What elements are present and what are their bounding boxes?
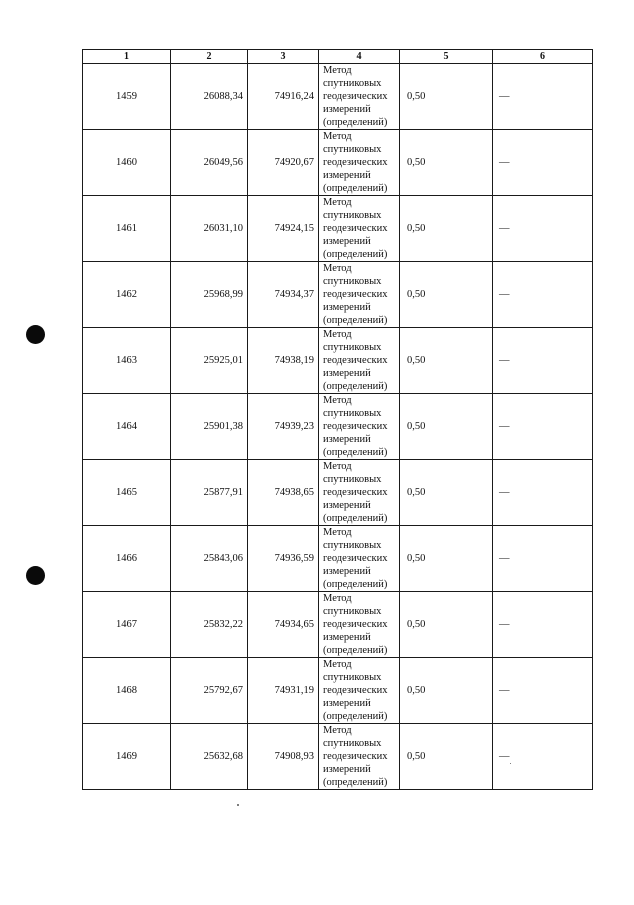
coord-y: 74931,19 bbox=[248, 658, 319, 724]
coord-x: 25968,99 bbox=[171, 262, 248, 328]
method-line: измерений bbox=[323, 434, 371, 445]
point-number: 1459 bbox=[83, 64, 171, 130]
punch-hole-bottom bbox=[26, 566, 45, 585]
coord-y: 74908,93 bbox=[248, 724, 319, 790]
method-line: (определений) bbox=[323, 183, 388, 194]
point-number: 1464 bbox=[83, 394, 171, 460]
point-number: 1468 bbox=[83, 658, 171, 724]
method-cell bbox=[319, 526, 400, 592]
note-dash: — bbox=[493, 460, 593, 526]
method-line: Метод bbox=[323, 65, 352, 76]
method-line: геодезических bbox=[323, 553, 388, 564]
method-line: измерений bbox=[323, 698, 371, 709]
note-dash: — bbox=[493, 724, 593, 790]
method-line: геодезических bbox=[323, 355, 388, 366]
coord-x: 25901,38 bbox=[171, 394, 248, 460]
method-cell bbox=[319, 262, 400, 328]
table-row bbox=[83, 460, 593, 526]
method-line: Метод bbox=[323, 593, 352, 604]
point-number: 1469 bbox=[83, 724, 171, 790]
method-cell bbox=[319, 592, 400, 658]
note-dash: — bbox=[493, 526, 593, 592]
col-header-3: 3 bbox=[248, 50, 319, 64]
table-row bbox=[83, 130, 593, 196]
scan-speck bbox=[237, 804, 239, 806]
coord-x: 25832,22 bbox=[171, 592, 248, 658]
method-line: геодезических bbox=[323, 487, 388, 498]
note-dash: — bbox=[493, 394, 593, 460]
accuracy-value: 0,50 bbox=[400, 64, 493, 130]
method-cell bbox=[319, 196, 400, 262]
method-line: (определений) bbox=[323, 315, 388, 326]
method-line: геодезических bbox=[323, 619, 388, 630]
table-row bbox=[83, 328, 593, 394]
coord-x: 26088,34 bbox=[171, 64, 248, 130]
method-line: измерений bbox=[323, 170, 371, 181]
table-row bbox=[83, 526, 593, 592]
method-cell bbox=[319, 130, 400, 196]
method-line: (определений) bbox=[323, 447, 388, 458]
method-line: Метод bbox=[323, 395, 352, 406]
method-line: Метод bbox=[323, 461, 352, 472]
note-dash: — bbox=[493, 130, 593, 196]
coordinates-table bbox=[82, 49, 593, 790]
point-number: 1461 bbox=[83, 196, 171, 262]
col-header-4: 4 bbox=[319, 50, 400, 64]
coord-x: 25925,01 bbox=[171, 328, 248, 394]
point-number: 1462 bbox=[83, 262, 171, 328]
method-line: (определений) bbox=[323, 645, 388, 656]
method-line: (определений) bbox=[323, 579, 388, 590]
method-line: (определений) bbox=[323, 381, 388, 392]
method-line: измерений bbox=[323, 764, 371, 775]
note-dash: — bbox=[493, 328, 593, 394]
method-line: Метод bbox=[323, 725, 352, 736]
table-row bbox=[83, 262, 593, 328]
coord-x: 26031,10 bbox=[171, 196, 248, 262]
point-number: 1466 bbox=[83, 526, 171, 592]
coord-x: 25632,68 bbox=[171, 724, 248, 790]
method-line: измерений bbox=[323, 632, 371, 643]
table-row bbox=[83, 196, 593, 262]
method-line: спутниковых bbox=[323, 738, 382, 749]
method-line: (определений) bbox=[323, 117, 388, 128]
method-line: (определений) bbox=[323, 249, 388, 260]
method-line: Метод bbox=[323, 527, 352, 538]
method-cell bbox=[319, 394, 400, 460]
table-row bbox=[83, 724, 593, 790]
note-dash: — bbox=[493, 196, 593, 262]
accuracy-value: 0,50 bbox=[400, 394, 493, 460]
method-line: геодезических bbox=[323, 751, 388, 762]
method-line: Метод bbox=[323, 329, 352, 340]
col-header-1: 1 bbox=[83, 50, 171, 64]
note-dash: — bbox=[493, 64, 593, 130]
coord-x: 25843,06 bbox=[171, 526, 248, 592]
table-row bbox=[83, 394, 593, 460]
table-body bbox=[83, 64, 593, 790]
method-line: геодезических bbox=[323, 421, 388, 432]
method-line: измерений bbox=[323, 566, 371, 577]
accuracy-value: 0,50 bbox=[400, 130, 493, 196]
method-line: Метод bbox=[323, 263, 352, 274]
method-line: спутниковых bbox=[323, 342, 382, 353]
col-header-5: 5 bbox=[400, 50, 493, 64]
method-cell bbox=[319, 64, 400, 130]
accuracy-value: 0,50 bbox=[400, 592, 493, 658]
table-row bbox=[83, 64, 593, 130]
punch-hole-top bbox=[26, 325, 45, 344]
method-line: спутниковых bbox=[323, 540, 382, 551]
point-number: 1460 bbox=[83, 130, 171, 196]
accuracy-value: 0,50 bbox=[400, 724, 493, 790]
method-cell bbox=[319, 328, 400, 394]
method-line: геодезических bbox=[323, 685, 388, 696]
col-header-2: 2 bbox=[171, 50, 248, 64]
method-line: измерений bbox=[323, 236, 371, 247]
point-number: 1467 bbox=[83, 592, 171, 658]
accuracy-value: 0,50 bbox=[400, 658, 493, 724]
method-line: измерений bbox=[323, 104, 371, 115]
method-line: Метод bbox=[323, 131, 352, 142]
accuracy-value: 0,50 bbox=[400, 196, 493, 262]
method-line: измерений bbox=[323, 500, 371, 511]
coord-y: 74936,59 bbox=[248, 526, 319, 592]
table-row bbox=[83, 592, 593, 658]
accuracy-value: 0,50 bbox=[400, 526, 493, 592]
coord-y: 74934,65 bbox=[248, 592, 319, 658]
coord-y: 74920,67 bbox=[248, 130, 319, 196]
note-dash: — bbox=[493, 592, 593, 658]
col-header-6: 6 bbox=[493, 50, 593, 64]
header-row bbox=[83, 50, 593, 64]
coord-y: 74939,23 bbox=[248, 394, 319, 460]
point-number: 1463 bbox=[83, 328, 171, 394]
method-line: спутниковых bbox=[323, 672, 382, 683]
method-line: спутниковых bbox=[323, 78, 382, 89]
method-line: спутниковых bbox=[323, 144, 382, 155]
coord-y: 74938,19 bbox=[248, 328, 319, 394]
point-number: 1465 bbox=[83, 460, 171, 526]
method-line: (определений) bbox=[323, 513, 388, 524]
method-cell bbox=[319, 460, 400, 526]
method-line: (определений) bbox=[323, 777, 388, 788]
coord-x: 25792,67 bbox=[171, 658, 248, 724]
coord-y: 74934,37 bbox=[248, 262, 319, 328]
table-row bbox=[83, 658, 593, 724]
accuracy-value: 0,50 bbox=[400, 328, 493, 394]
method-line: Метод bbox=[323, 659, 352, 670]
method-line: спутниковых bbox=[323, 474, 382, 485]
coord-y: 74916,24 bbox=[248, 64, 319, 130]
method-cell bbox=[319, 724, 400, 790]
note-dash: — bbox=[493, 658, 593, 724]
coord-y: 74924,15 bbox=[248, 196, 319, 262]
method-line: геодезических bbox=[323, 157, 388, 168]
accuracy-value: 0,50 bbox=[400, 262, 493, 328]
method-line: (определений) bbox=[323, 711, 388, 722]
coord-y: 74938,65 bbox=[248, 460, 319, 526]
method-line: спутниковых bbox=[323, 408, 382, 419]
method-line: геодезических bbox=[323, 289, 388, 300]
method-line: геодезических bbox=[323, 91, 388, 102]
method-line: Метод bbox=[323, 197, 352, 208]
method-line: геодезических bbox=[323, 223, 388, 234]
method-cell bbox=[319, 658, 400, 724]
method-line: спутниковых bbox=[323, 210, 382, 221]
method-line: измерений bbox=[323, 302, 371, 313]
coord-x: 26049,56 bbox=[171, 130, 248, 196]
accuracy-value: 0,50 bbox=[400, 460, 493, 526]
coord-x: 25877,91 bbox=[171, 460, 248, 526]
method-line: спутниковых bbox=[323, 606, 382, 617]
note-dash: — bbox=[493, 262, 593, 328]
method-line: измерений bbox=[323, 368, 371, 379]
method-line: спутниковых bbox=[323, 276, 382, 287]
